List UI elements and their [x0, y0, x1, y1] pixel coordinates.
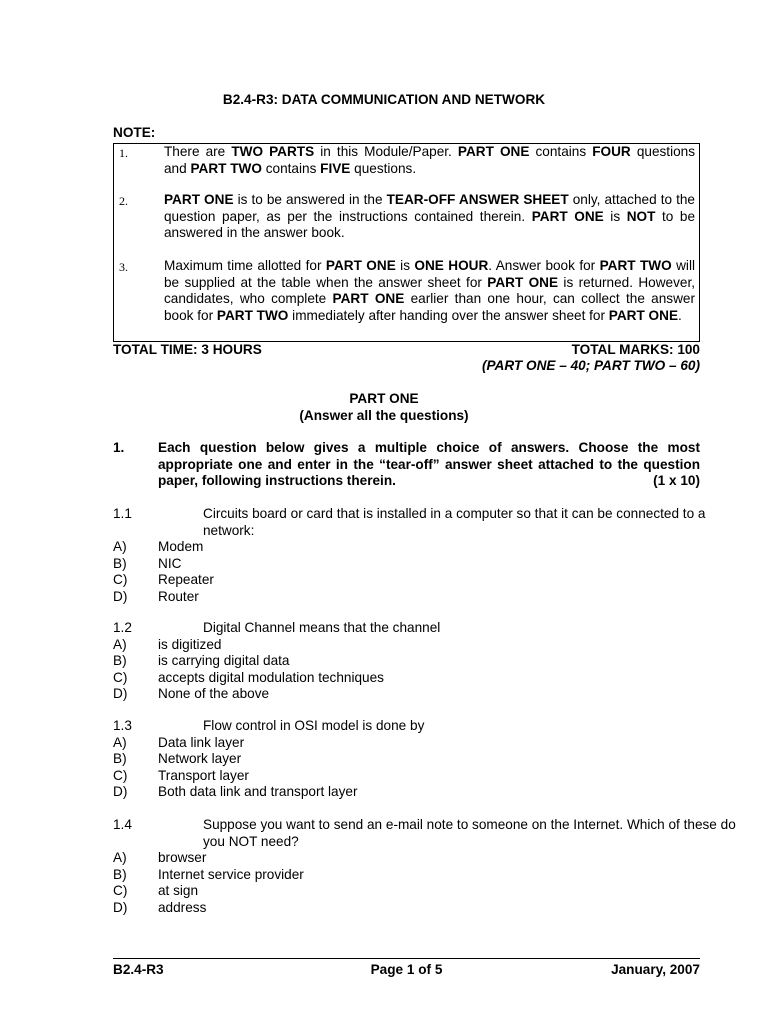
sub-question-number: 1.4 — [113, 817, 132, 832]
note-segment: FIVE — [320, 160, 351, 176]
option-text: None of the above — [158, 686, 270, 701]
sub-question — [113, 506, 706, 605]
sub-question — [113, 620, 700, 703]
note-segment: questions. — [350, 160, 417, 176]
option-text: Network layer — [158, 751, 242, 766]
option — [113, 589, 700, 606]
option-text: is carrying digital data — [158, 653, 290, 668]
note-segment: TEAR-OFF ANSWER SHEET — [386, 192, 569, 207]
question-number: 1. — [113, 440, 125, 455]
option — [113, 883, 700, 900]
option-text: Data link layer — [158, 734, 245, 750]
note-segment: in this Module/Paper. — [314, 144, 458, 159]
note-segment: PART TWO — [190, 160, 262, 176]
part-title: PART ONE — [349, 391, 419, 406]
option — [113, 539, 700, 556]
note-segment: . Answer book for — [488, 258, 600, 273]
question-instruction: Each question below gives a multiple choice of answers. Choose the most appropriate one and enter in the “tear-off” answer sheet attached to the question paper, following instructions therein. — [158, 440, 700, 488]
note-segment: . — [678, 307, 682, 323]
marks-split: (PART ONE – 40; PART TWO – 60) — [481, 358, 700, 373]
option — [113, 572, 700, 589]
option-label: C) — [113, 669, 128, 685]
option-label: D) — [113, 686, 128, 701]
note-segment: earlier than one hour, can collect the answer book for — [164, 291, 696, 323]
option-label: B) — [113, 653, 127, 668]
note-segment: PART ONE — [487, 274, 559, 290]
note-segment: is returned. However, candidates, who complete — [164, 274, 696, 306]
option-text: accepts digital modulation techniques — [158, 669, 384, 685]
note-label: NOTE: — [113, 125, 156, 140]
note-segment: PART ONE — [457, 144, 530, 159]
note-number: 3. — [119, 260, 128, 274]
note-segment: TWO PARTS — [231, 144, 315, 159]
note-segment: NOT — [626, 208, 656, 224]
note-segment: immediately after handing over the answer sheet for — [288, 307, 609, 323]
sub-question-number: 1.2 — [113, 620, 132, 635]
note-segment: will be supplied at the table when the answer sheet for — [164, 258, 695, 290]
option — [113, 670, 700, 687]
paper-title: B2.4-R3: DATA COMMUNICATION AND NETWORK — [222, 92, 546, 107]
note-segment: ONE HOUR — [414, 258, 489, 273]
footer-date: January, 2007 — [611, 962, 700, 977]
option-label: A) — [113, 850, 127, 865]
option-label: D) — [113, 899, 128, 915]
option-text: NIC — [158, 555, 182, 571]
note-segment: FOUR — [592, 144, 631, 159]
option — [113, 867, 700, 884]
question-text — [158, 440, 700, 490]
note-segment: questions and — [164, 144, 696, 176]
option-label: C) — [113, 767, 128, 783]
option-text: at sign — [158, 883, 199, 898]
note-segment: PART ONE — [608, 307, 679, 323]
option — [113, 556, 700, 573]
note-segment: PART ONE — [332, 291, 405, 306]
note-segment: PART TWO — [216, 307, 289, 323]
option-label: A) — [113, 539, 127, 554]
note-segment: contains — [529, 144, 593, 159]
note-segment: is to be answered in the — [233, 192, 387, 207]
option-text: Modem — [158, 539, 204, 554]
total-time: TOTAL TIME: 3 HOURS — [113, 342, 262, 357]
note-segment: is — [603, 208, 627, 224]
note-number: 1. — [119, 146, 128, 160]
option — [113, 735, 700, 752]
option-text: Router — [158, 588, 199, 604]
sub-question-text: Flow control in OSI model is done by — [203, 718, 425, 733]
option-text: address — [158, 899, 207, 915]
sub-question-text: Suppose you want to send an e-mail note to someone on the Internet. Which of these do you NOT need? — [203, 817, 736, 849]
sub-question-number: 1.3 — [113, 718, 132, 733]
note-segment: contains — [261, 160, 321, 176]
option-text: is digitized — [158, 636, 222, 652]
sub-question-text: Circuits board or card that is installed in a computer so that it can be connected to a network: — [203, 506, 706, 538]
note-text — [164, 144, 695, 177]
option — [113, 768, 700, 785]
option-label: D) — [113, 784, 128, 799]
option-text: Repeater — [158, 572, 214, 587]
option-text: Both data link and transport layer — [158, 784, 358, 799]
option-text: Internet service provider — [158, 866, 304, 882]
note-segment: Maximum time allotted for — [164, 258, 326, 273]
option-label: C) — [113, 572, 128, 587]
notes-box — [113, 143, 700, 342]
total-marks: TOTAL MARKS: 100 — [571, 342, 700, 357]
question-marks: (1 x 10) — [653, 473, 700, 488]
option-text: Transport layer — [158, 767, 249, 783]
option-label: C) — [113, 883, 128, 898]
note-number: 2. — [119, 194, 128, 208]
option-label: D) — [113, 588, 128, 604]
option — [113, 900, 700, 917]
sub-question — [113, 718, 700, 801]
footer-page-number: Page 1 of 5 — [370, 962, 443, 977]
option — [113, 637, 700, 654]
sub-question-number: 1.1 — [113, 506, 132, 521]
note-segment: is — [395, 258, 415, 273]
footer-divider — [113, 958, 700, 959]
sub-question — [113, 817, 736, 916]
option — [113, 850, 700, 867]
note-segment: only, attached to the question paper, as per the instructions contained therein. — [164, 192, 695, 224]
option — [113, 784, 700, 801]
footer-code: B2.4-R3 — [113, 962, 164, 977]
option-label: B) — [113, 555, 127, 571]
note-segment: PART ONE — [531, 208, 604, 224]
option-label: B) — [113, 866, 127, 882]
option — [113, 686, 700, 703]
option-label: B) — [113, 751, 127, 766]
option-text: browser — [158, 850, 207, 865]
note-segment: to be answered in the answer book. — [164, 208, 696, 240]
option-label: A) — [113, 734, 127, 750]
note-text — [164, 192, 695, 242]
note-segment: PART ONE — [164, 192, 234, 207]
option-label: A) — [113, 636, 127, 652]
part-subtitle: (Answer all the questions) — [299, 408, 469, 423]
note-segment: PART TWO — [599, 258, 672, 273]
note-segment: There are — [164, 144, 232, 159]
sub-question-text: Digital Channel means that the channel — [203, 620, 441, 635]
note-segment: PART ONE — [325, 258, 396, 273]
note-text — [164, 258, 695, 324]
option — [113, 653, 700, 670]
option — [113, 751, 700, 768]
